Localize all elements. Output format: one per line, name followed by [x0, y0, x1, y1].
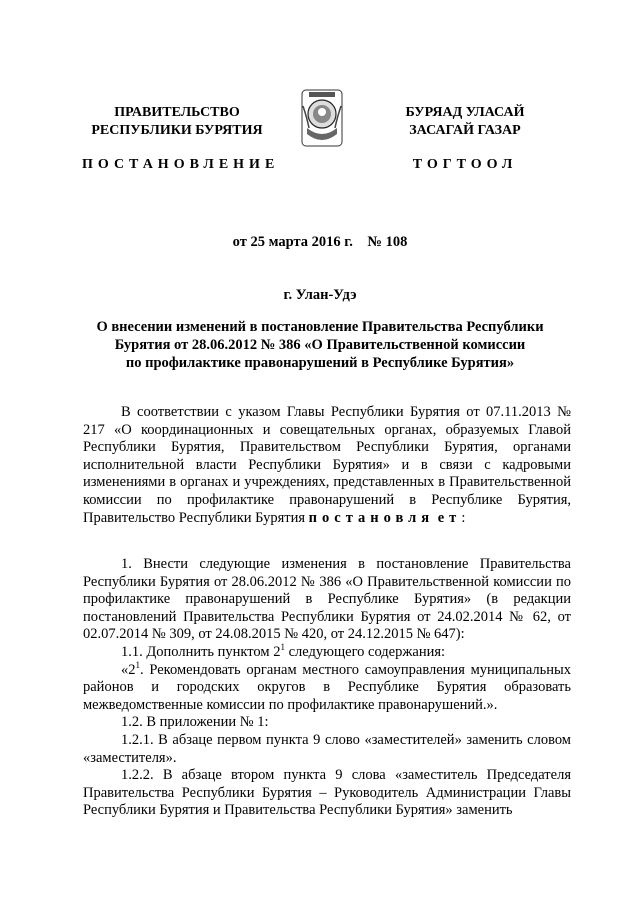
quote-text-b: . Рекомендовать органам местного самоуправления муниципальных районов и городских округов в Республике Бурятия образовать межведомственные комиссии по профилактике правонарушений.».	[83, 661, 571, 713]
preamble-emphasis-end: ет	[437, 509, 462, 526]
document-title-line2: Бурятия от 28.06.2012 № 386 «О Правительственной комиссии	[114, 337, 526, 353]
document-title-line3: по профилактике правонарушений в Республике Бурятия»	[125, 355, 515, 371]
preamble-paragraph	[83, 404, 571, 527]
preamble-text: В соответствии с указом Главы Республики Бурятия от 07.11.2013 № 217 «О координационных и совещательных органах, образуемых Главой Республики Бурятия, Правительством Республики Бурятия, органами исполнительной власти Республики Бурятия» и в связи с кадровыми изменениями в органах и учреждениях, представленных в Правительственной комиссии по профилактике правонарушений в Республике Бурятия, Правительство Республики Бурятия	[83, 404, 571, 526]
item-1-2-2: 1.2.2. В абзаце втором пункта 9 слова «заместитель Председателя Правительства Республики Бурятия – Руководитель Администрации Главы Республики Бурятия и Правительства Республики Бурятия» заменить	[83, 767, 571, 819]
resolution-items	[83, 556, 571, 820]
item-1: 1. Внести следующие изменения в постановление Правительства Республики Бурятия от 28.06.2012 № 386 «О Правительственной комиссии по профилактике правонарушений в Республике Бурятия» (в редакции постановлений Правительства Республики Бурятия от 24.02.2014 № 62, от 02.07.2014 № 309, от 24.08.2015 № 420, от 24.12.2015 № 647):	[83, 556, 571, 643]
header-right	[380, 104, 550, 174]
header-left-line2: РЕСПУБЛИКИ БУРЯТИЯ	[91, 123, 263, 138]
header-right-line1: БУРЯАД УЛАСАЙ	[405, 105, 525, 120]
coat-of-arms-emblem-icon	[299, 88, 345, 148]
header-left	[82, 104, 280, 174]
document-title	[70, 318, 570, 372]
document-title-line1: О внесении изменений в постановление Правительства Республики	[96, 319, 544, 335]
preamble-block	[83, 404, 571, 527]
document-city: г. Улан-Удэ	[283, 287, 357, 303]
preamble-colon: :	[461, 509, 466, 526]
document-date-number: от 25 марта 2016 г. № 108	[232, 234, 408, 250]
item-1-1-text-a: 1.1. Дополнить пунктом 2	[121, 643, 281, 660]
header-right-line2: ЗАСАГАЙ ГАЗАР	[409, 123, 521, 138]
quote-text-a: «2	[121, 661, 136, 678]
preamble-emphasis: постановля	[308, 509, 435, 526]
quote-paragraph	[83, 659, 571, 715]
header-right-title: ТОГТООЛ	[412, 157, 518, 172]
header-left-line1: ПРАВИТЕЛЬСТВО	[114, 105, 240, 120]
item-1-1-superscript: 1	[280, 642, 285, 653]
item-1-2: 1.2. В приложении № 1:	[121, 714, 269, 731]
item-1-1	[83, 644, 571, 662]
header-left-title: ПОСТАНОВЛЕНИЕ	[82, 157, 280, 172]
item-1-2-1: 1.2.1. В абзаце первом пункта 9 слово «заместителей» заменить словом «заместителя».	[83, 731, 571, 766]
item-1-1-text-b: следующего содержания:	[284, 643, 446, 660]
quote-superscript: 1	[135, 659, 140, 670]
